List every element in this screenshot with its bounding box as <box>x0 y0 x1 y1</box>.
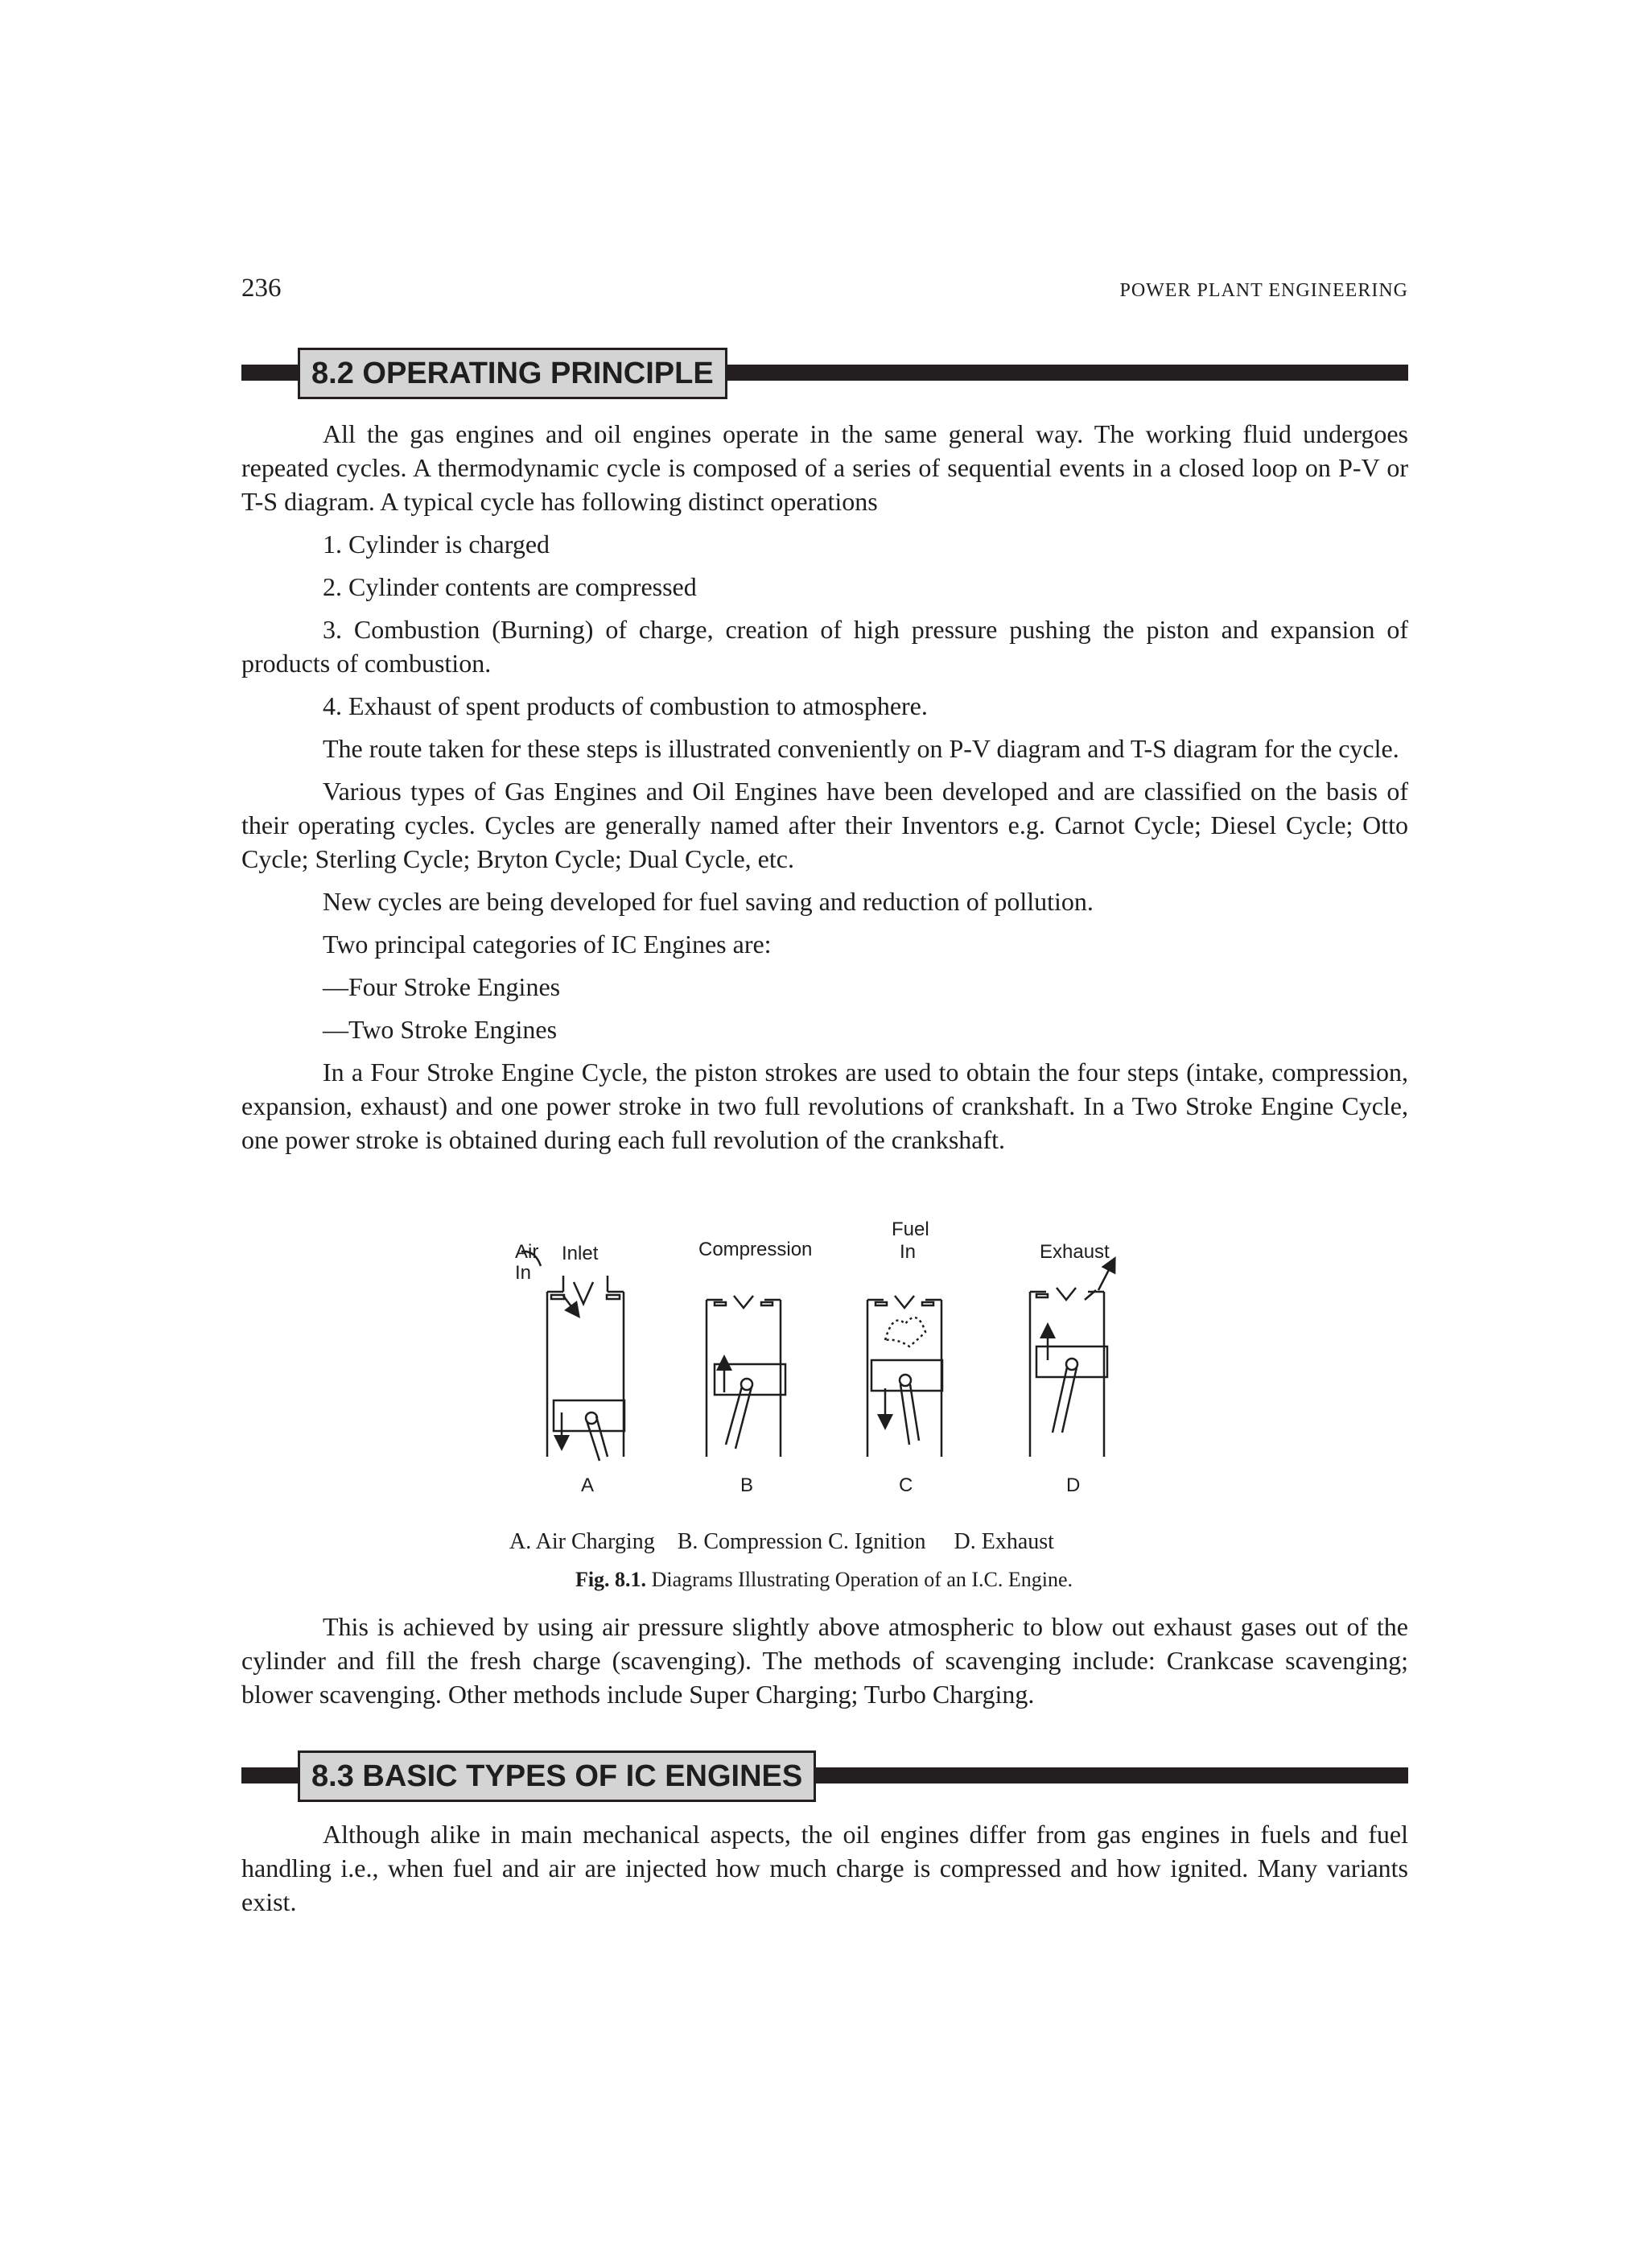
cylinder-a-air-charging <box>521 1252 624 1461</box>
label-compression: Compression <box>698 1239 813 1260</box>
page-number: 236 <box>241 274 282 303</box>
paragraph-types: Various types of Gas Engines and Oil Engines have been developed and are classified on the basis of their operating cycles. Cycles are generally named after their Inventors e.g. Carnot Cycle; Diesel Cycle; Otto Cycle; Sterling Cycle; Bryton Cycle; Dual Cycle, etc. <box>241 777 1408 873</box>
label-d: D <box>1066 1474 1081 1496</box>
paragraph-basic-types: Although alike in main mechanical aspects, the oil engines differ from gas engines in fuels and fuel handling i.e., when fuel and air are injected how much charge is compressed and how ignited. Many variants exist. <box>241 1820 1408 1916</box>
label-fuel-in: In <box>900 1241 917 1263</box>
figure-subcaption: A. Air Charging B. Compression C. Ignition D. Exhaust <box>509 1529 1054 1554</box>
section-8-3-body <box>241 1817 1408 1928</box>
label-c: C <box>899 1474 913 1496</box>
paragraph-categories-intro: Two principal categories of IC Engines are: <box>323 930 772 959</box>
figure-caption <box>0 1568 1648 1592</box>
label-inlet: Inlet <box>562 1243 599 1264</box>
label-fuel: Fuel <box>892 1219 929 1240</box>
list-item-step-1: 1. Cylinder is charged <box>323 530 550 559</box>
list-item-step-2: 2. Cylinder contents are compressed <box>323 572 697 601</box>
list-item-four-stroke: —Four Stroke Engines <box>323 972 561 1001</box>
section-heading-8-2: 8.2 OPERATING PRINCIPLE <box>298 348 727 399</box>
list-item-two-stroke: —Two Stroke Engines <box>323 1015 558 1044</box>
label-b: B <box>740 1474 754 1496</box>
section-heading-8-3: 8.3 BASIC TYPES OF IC ENGINES <box>298 1750 816 1802</box>
cylinder-c-ignition <box>867 1296 942 1457</box>
paragraph-new-cycles: New cycles are being developed for fuel saving and reduction of pollution. <box>323 887 1094 916</box>
paragraph-four-stroke: In a Four Stroke Engine Cycle, the piston strokes are used to obtain the four steps (intake, compression, expansion, exhaust) and one power stroke in two full revolutions of crankshaft. In a Two Stroke Engine Cycle, one power stroke is obtained during each full revolution of the crankshaft. <box>241 1058 1408 1154</box>
label-air-in: In <box>515 1262 532 1284</box>
paragraph-scavenging: This is achieved by using air pressure slightly above atmospheric to blow out exhaust gases out of the cylinder and fill the fresh charge (scavenging). The methods of scavenging include: Crankcase scavenging; blower scavenging. Other methods include Super Charging; Turbo Charging. <box>241 1612 1408 1709</box>
cylinder-d-exhaust <box>1030 1264 1112 1457</box>
engine-operation-diagram <box>499 1219 1143 1509</box>
list-item-step-4: 4. Exhaust of spent products of combustion to atmosphere. <box>323 691 928 720</box>
paragraph-intro: All the gas engines and oil engines operate in the same general way. The working fluid undergoes repeated cycles. A thermodynamic cycle is composed of a series of sequential events in a closed loop on P-V or T-S diagram. A typical cycle has following distinct operations <box>241 419 1408 516</box>
label-a: A <box>581 1474 595 1496</box>
label-air: Air <box>515 1241 539 1263</box>
after-figure-body <box>241 1610 1408 1720</box>
paragraph-route: The route taken for these steps is illustrated conveniently on P-V diagram and T-S diagram for the cycle. <box>323 734 1399 763</box>
list-item-step-3: 3. Combustion (Burning) of charge, creation of high pressure pushing the piston and expansion of products of combustion. <box>241 615 1408 678</box>
running-title: POWER PLANT ENGINEERING <box>1119 280 1408 301</box>
figure-caption-label: Fig. 8.1. <box>575 1568 647 1591</box>
label-exhaust: Exhaust <box>1040 1241 1110 1263</box>
figure-caption-text: Diagrams Illustrating Operation of an I.C. Engine. <box>646 1568 1073 1591</box>
cylinder-b-compression <box>707 1296 785 1457</box>
section-8-2-body <box>241 417 1408 1165</box>
